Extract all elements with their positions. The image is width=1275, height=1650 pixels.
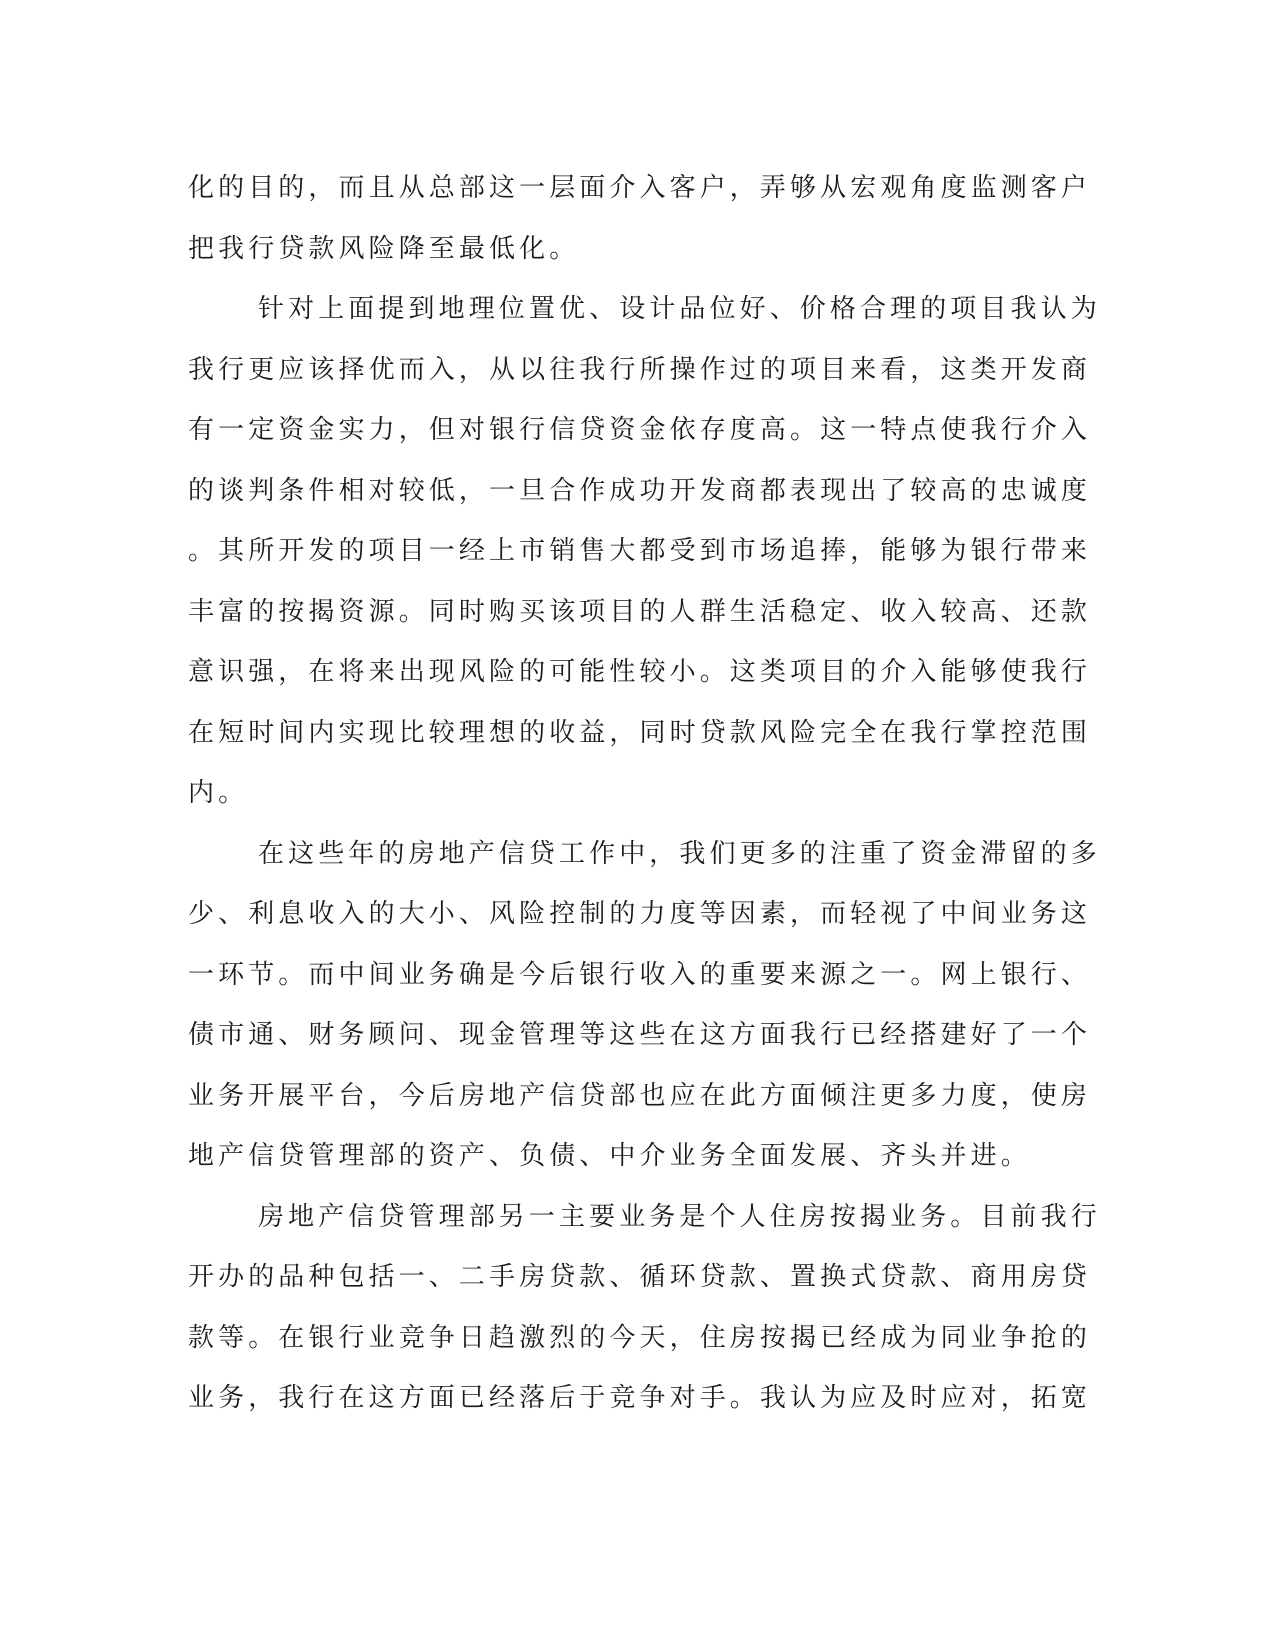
text-line: 有一定资金实力，但对银行信贷资金依存度高。这一特点使我行介入 [188, 415, 1092, 445]
text-line: 我行更应该择优而入，从以往我行所操作过的项目来看，这类开发商 [188, 354, 1092, 385]
text-line: 款等。在银行业竞争日趋激烈的今天，住房按揭已经成为同业争抢的 [188, 1322, 1092, 1353]
text-line: 的谈判条件相对较低，一旦合作成功开发商都表现出了较高的忠诚度 [188, 475, 1092, 506]
text-line: 意识强，在将来出现风险的可能性较小。这类项目的介入能够使我行 [188, 657, 1092, 687]
text-line: 把我行贷款风险降至最低化。 [188, 233, 580, 264]
text-line: 债市通、财务顾问、现金管理等这些在这方面我行已经搭建好了一个 [188, 1020, 1092, 1050]
text-line: 在短时间内实现比较理想的收益，同时贷款风险完全在我行掌控范围 [188, 717, 1092, 748]
paragraph-first-line: 在这些年的房地产信贷工作中，我们更多的注重了资金滞留的多 [258, 838, 1101, 869]
text-line: 内。 [188, 778, 249, 808]
text-line: 丰富的按揭资源。同时购买该项目的人群生活稳定、收入较高、还款 [188, 596, 1092, 627]
paragraph-first-line: 针对上面提到地理位置优、设计品位好、价格合理的项目我认为 [258, 294, 1101, 324]
text-line: 一环节。而中间业务确是今后银行收入的重要来源之一。网上银行、 [188, 959, 1092, 990]
text-line: 业务开展平台，今后房地产信贷部也应在此方面倾注更多力度，使房 [188, 1080, 1092, 1111]
text-line: 。其所开发的项目一经上市销售大都受到市场追捧，能够为银行带来 [188, 536, 1092, 566]
text-line: 业务，我行在这方面已经落后于竞争对手。我认为应及时应对，拓宽 [188, 1383, 1092, 1413]
text-line: 开办的品种包括一、二手房贷款、循环贷款、置换式贷款、商用房贷 [188, 1262, 1092, 1292]
body-text [188, 158, 1101, 1429]
text-line: 地产信贷管理部的资产、负债、中介业务全面发展、齐头并进。 [188, 1141, 1031, 1171]
text-line: 少、利息收入的大小、风险控制的力度等因素，而轻视了中间业务这 [188, 899, 1092, 929]
paragraph-first-line: 房地产信贷管理部另一主要业务是个人住房按揭业务。目前我行 [258, 1201, 1101, 1232]
text-line: 化的目的，而且从总部这一层面介入客户，弄够从宏观角度监测客户 [188, 173, 1092, 203]
